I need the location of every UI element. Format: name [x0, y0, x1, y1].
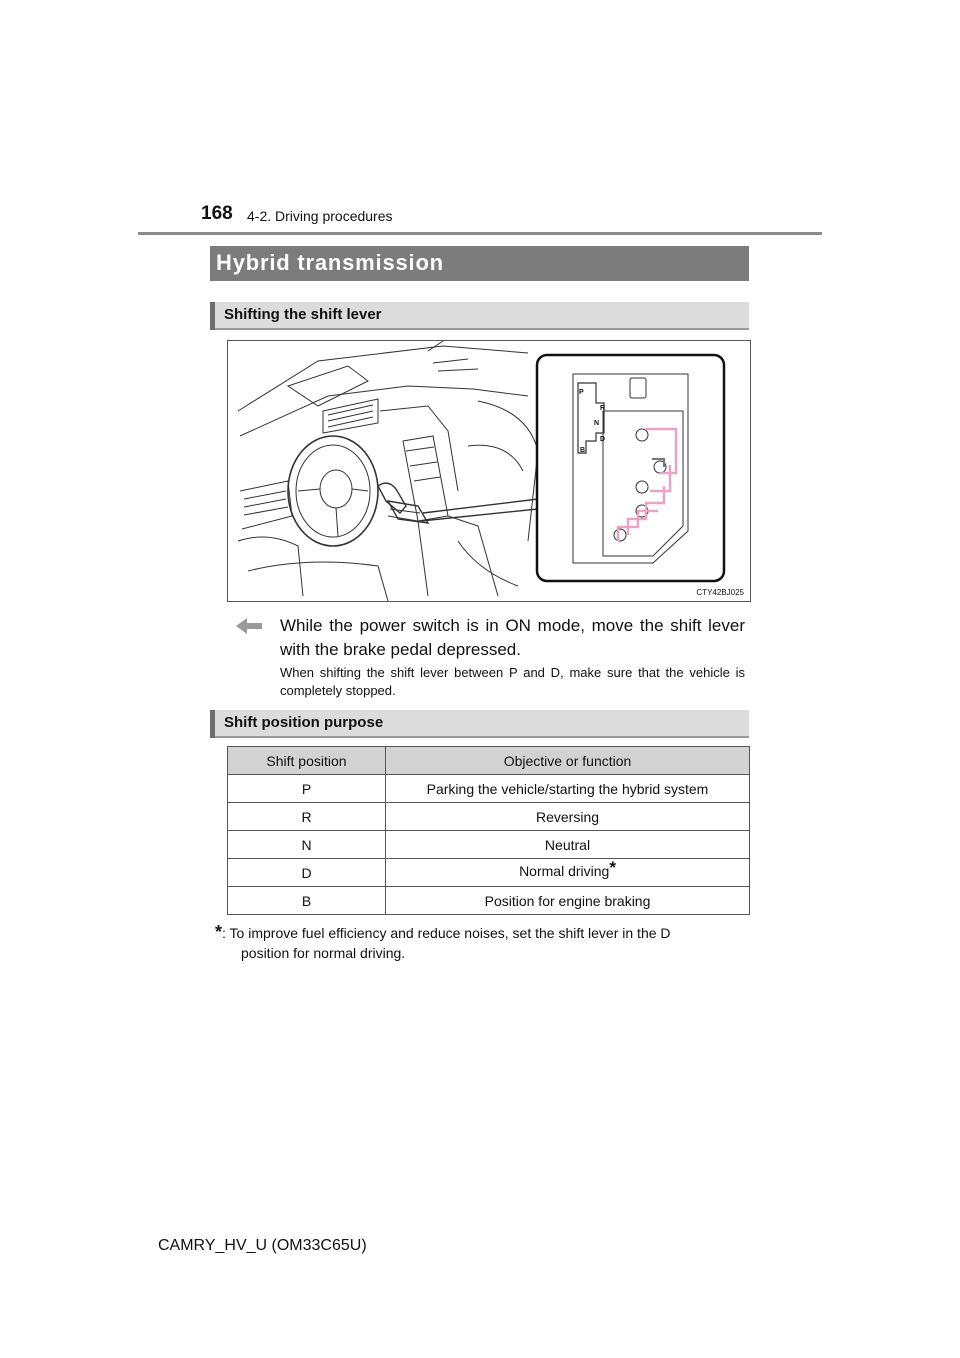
instruction-text: While the power switch is in ON mode, move the shift lever with the brake pedal depressed. — [280, 616, 745, 659]
header-divider — [138, 232, 822, 235]
function-text: Position for engine braking — [484, 892, 651, 909]
section-title: Hybrid transmission — [216, 250, 444, 275]
page-number: 168 — [201, 203, 233, 224]
footnote-marker: * — [609, 857, 616, 877]
gate-label-p: P — [579, 389, 584, 396]
document-code: CAMRY_HV_U (OM33C65U) — [158, 1237, 367, 1254]
gate-label-b: B — [580, 447, 586, 454]
function-text: Reversing — [535, 808, 600, 825]
footnote-asterisk: * — [215, 922, 223, 942]
subheading-shifting: Shifting the shift lever — [224, 306, 382, 323]
subheading-bar-purpose — [210, 710, 749, 738]
subheading-bar-shifting — [210, 302, 749, 330]
interior-drawing — [228, 341, 750, 601]
column-header-function: Objective or function — [386, 747, 750, 775]
section-title-bar — [210, 246, 749, 281]
footnote — [215, 922, 747, 963]
shift-position-cell: P — [228, 775, 386, 803]
function-cell — [386, 803, 750, 831]
gate-label-r: R — [600, 405, 606, 412]
shift-position-cell: D — [228, 859, 386, 887]
shift-position-cell: R — [228, 803, 386, 831]
subheading-accent — [210, 302, 215, 330]
function-text: Normal driving — [519, 862, 610, 879]
table-row — [228, 803, 750, 831]
gate-label-d: D — [600, 436, 606, 443]
function-cell — [386, 887, 750, 915]
footnote-line-1: : To improve fuel efficiency and reduce noises, set the shift lever in the D — [222, 925, 671, 941]
caution-note: When shifting the shift lever between P and D, make sure that the vehicle is completely stopped. — [280, 665, 745, 698]
shift-position-cell: N — [228, 831, 386, 859]
footnote-line-2: position for normal driving. — [241, 945, 406, 961]
shift-position-cell: B — [228, 887, 386, 915]
function-text: Neutral — [544, 836, 591, 853]
function-text: Parking the vehicle/starting the hybrid system — [426, 780, 709, 797]
illustration-code: CTY42BJ025 — [696, 588, 744, 597]
function-cell — [386, 859, 750, 887]
table-row — [228, 831, 750, 859]
gate-label-n: N — [594, 420, 600, 427]
function-cell — [386, 831, 750, 859]
shift-position-table — [227, 746, 750, 915]
left-arrow-icon — [236, 618, 262, 634]
section-reference: 4-2. Driving procedures — [247, 208, 393, 224]
function-cell — [386, 775, 750, 803]
table-row — [228, 859, 750, 887]
shift-lever-illustration — [227, 340, 751, 602]
column-header-position: Shift position — [228, 747, 386, 775]
table-row — [228, 887, 750, 915]
subheading-purpose: Shift position purpose — [224, 714, 384, 731]
subheading-accent — [210, 710, 215, 738]
table-header-row — [228, 747, 750, 775]
table-row — [228, 775, 750, 803]
